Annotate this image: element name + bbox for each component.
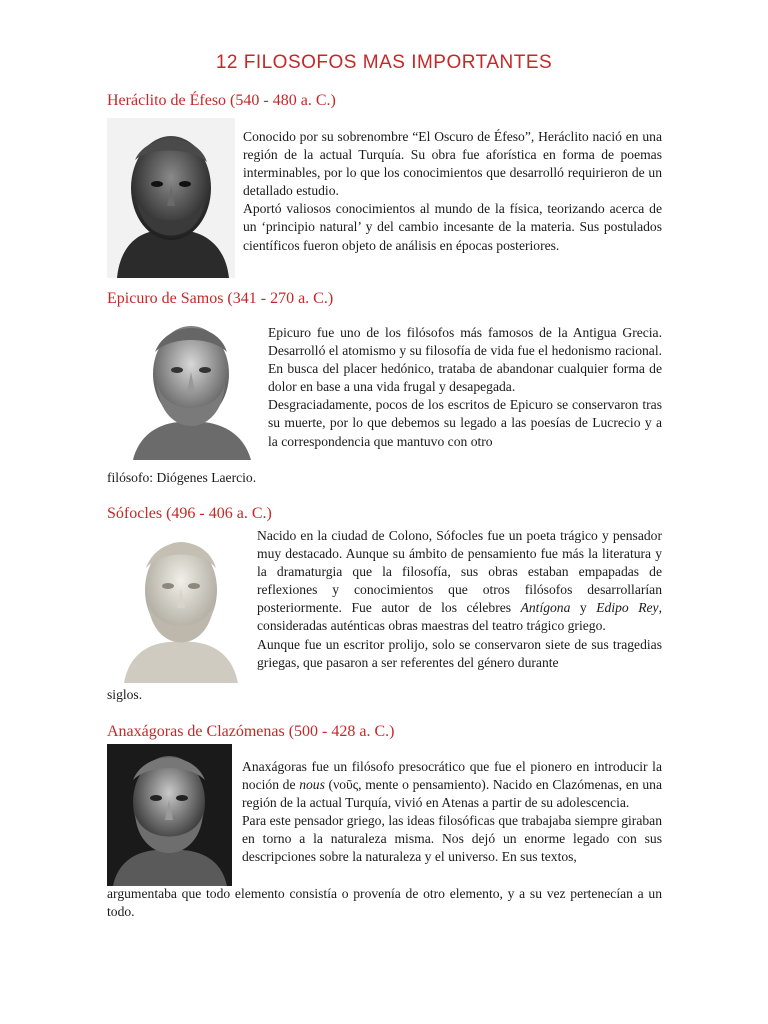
section-heading-anaxagoras: Anaxágoras de Clazómenas (500 - 428 a. C.) [107,723,395,740]
sofocles-bust-image [120,528,242,683]
white-marble-bust-portrait [120,528,242,683]
text-run: y [570,600,597,616]
bronze-bust-portrait [107,118,235,278]
paragraph-continuation: siglos. [107,687,143,702]
paragraph-continuation: filósofo: Diógenes Laercio. [107,470,257,485]
text-run: Anaxágoras fue un filósofo presocrático que fue el pionero en introducir la noción de [242,759,662,793]
marble-bust-portrait [125,312,257,460]
anaxagoras-bust-image [107,744,232,886]
heraclito-bust-image [107,118,235,278]
section-heading-heraclito: Heráclito de Éfeso (540 - 480 a. C.) [107,92,336,109]
paragraph [242,758,662,812]
paragraph: Conocido por su sobrenombre “El Oscuro de Éfeso”, Heráclito nació en una región de la actual Turquía. Su obra fue aforística en forma de poemas interminables, por lo que los conocimientos que desarrolló requirieron de un detallado estudio. [243,129,662,199]
text-run: Nacido en la ciudad de Colono, Sófocles fue un poeta trágico y pensador muy destacado. Aunque su ámbito de pensamiento fue más la literatura y la dramaturgia que la filosofía, sus obras estaban empapadas de reflexiones y conocimientos que otros filósofos desarrollarían posteriormente. Fue autor de los célebres [257,528,662,616]
paragraph: Epicuro fue uno de los filósofos más famosos de la Antigua Grecia. Desarrolló el atomismo y su filosofía de vida fue el hedonismo racional. En busca del placer hedónico, trataba de abandonar cualquier forma de dolor en base a una vida frugal y desapegada. [268,325,662,395]
epicuro-bust-image [125,312,257,460]
work-title: Edipo Rey [596,600,659,616]
paragraph: Desgraciadamente, pocos de los escritos de Epicuro se conservaron tras su muerte, por lo que debemos su legado a las poesías de Lucrecio y a la correspondencia que mantuvo con otro [268,397,662,449]
section-text-anaxagoras [242,758,662,867]
text-run: (νοῦς, mente o pensamiento). Nacido en Clazómenas, en una región de la actual Turquía, vivió en Atenas a partir de su adolescencia. [242,777,662,811]
section-text-heraclito [243,128,662,255]
section-text-epicuro [268,324,662,451]
paragraph-continuation: argumentaba que todo elemento consistía o provenía de otro elemento, y a su vez pertenecían a un todo. [107,886,662,920]
page-title: 12 FILOSOFOS MAS IMPORTANTES [215,52,553,73]
paragraph: Aportó valiosos conocimientos al mundo de la física, teorizando acerca de un ‘principio natural’ y del cambio incesante de la materia. Sus postulados científicos fueron objeto de análisis en épocas posteriores. [243,201,662,253]
section-heading-sofocles: Sófocles (496 - 406 a. C.) [107,505,272,522]
work-title: Antígona [520,600,571,616]
bearded-bust-photo-portrait [107,744,232,886]
text-run: , consideradas auténticas obras maestras del teatro trágico griego. [257,600,662,634]
section-text-sofocles [257,527,662,672]
paragraph: Aunque fue un escritor prolijo, solo se conservaron siete de sus tragedias griegas, que pasaron a ser referentes del género durante [257,636,662,670]
paragraph: Para este pensador griego, las ideas filosóficas que trabajaba siempre giraban en torno a la naturaleza misma. Nos dejó un enorme legado con sus descripciones sobre la naturaleza y el universo. En sus textos, [242,813,662,865]
term: nous [299,777,325,793]
paragraph [257,527,662,636]
section-heading-epicuro: Epicuro de Samos (341 - 270 a. C.) [107,290,334,307]
